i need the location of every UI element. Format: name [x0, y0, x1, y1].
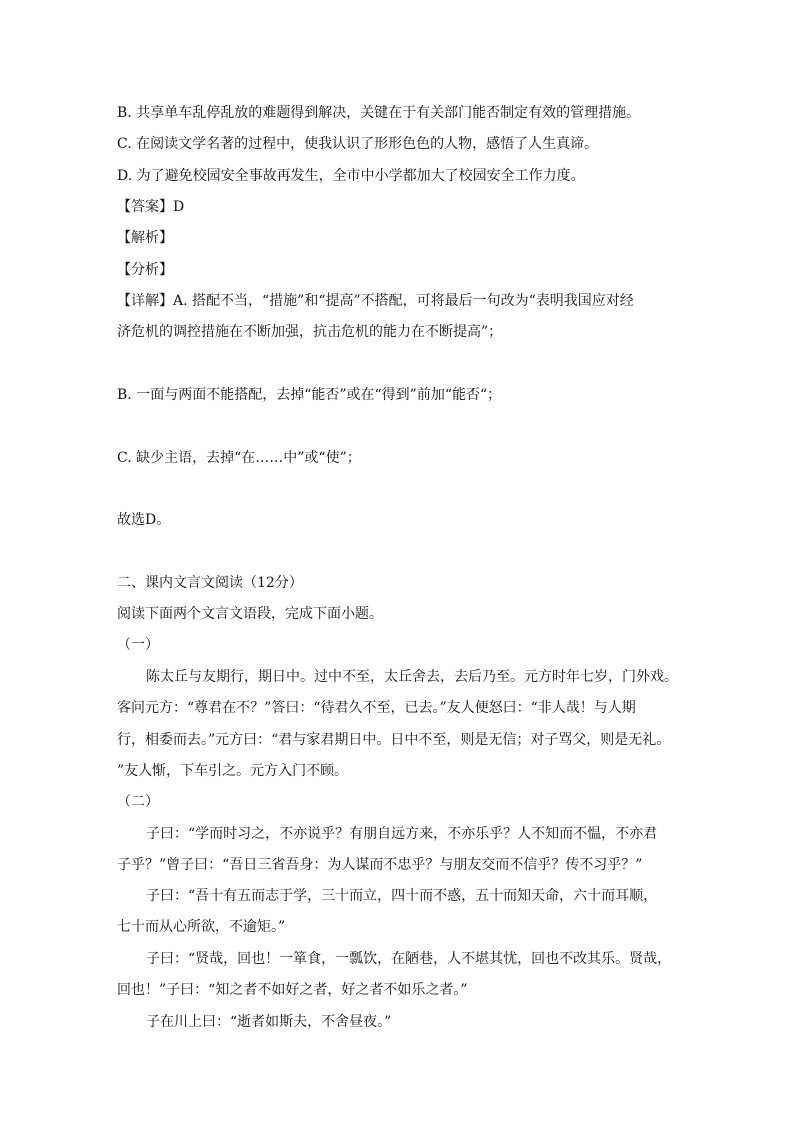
explanation-line-2: 济危机的调控措施在不断加强，抗击危机的能力在不断提高”； [117, 324, 503, 340]
option-d: D. 为了避免校园安全事故再发生，全市中小学都加大了校园安全工作力度。 [117, 168, 585, 184]
analysis-heading: 【解析】 [117, 230, 173, 246]
option-c: C. 在阅读文学名著的过程中，使我认识了形形色色的人物，感悟了人生真谛。 [117, 136, 599, 152]
section-instruction: 阅读下面两个文言文语段，完成下面小题。 [117, 606, 383, 622]
passage-2-label: （二） [117, 794, 159, 810]
explanation-option-b: B. 一面与两面不能搭配，去掉“能否”或在“得到”前加“能否“； [117, 387, 502, 403]
explanation-conclusion: 故选D。 [117, 512, 171, 528]
passage-2-line: 子在川上曰：“逝者如斯夫，不舍昼夜。” [146, 1014, 392, 1030]
option-b: B. 共享单车乱停乱放的难题得到解决，关键在于有关部门能否制定有效的管理措施。 [117, 105, 641, 121]
answer-label: 【答案】D [117, 199, 185, 215]
passage-1-label: （一） [117, 637, 159, 653]
passage-1-line: ”友人惭，下车引之。元方入门不顾。 [117, 763, 349, 779]
passage-1-line: 客问元方：“尊君在不？”答曰：“待君久不至，已去。”友人便怒曰：“非人哉！与人期 [117, 700, 636, 716]
section-title: 二、课内文言文阅读（12分） [117, 575, 303, 591]
passage-2-line: 子曰：“贤哉，回也！一箪食，一瓢饮，在陋巷，人不堪其忧，回也不改其乐。贤哉， [146, 951, 672, 967]
passage-2-line: 子曰：“学而时习之，不亦说乎？有朋自远方来，不亦乐乎？人不知而不愠，不亦君 [146, 826, 658, 842]
passage-2-line: 七十而从心所欲，不逾矩。” [117, 919, 286, 935]
passage-2-line: 回也！”子曰：“知之者不如好之者，好之者不如乐之者。” [117, 982, 468, 998]
explanation-line-1: 【详解】A. 搭配不当，“措施”和“提高”不搭配，可将最后一句改为“表明我国应对经 [117, 293, 634, 309]
explanation-option-c: C. 缺少主语，去掉“在……中”或“使”； [117, 450, 361, 466]
passage-1-line: 行，相委而去。”元方曰：“君与家君期日中。日中不至，则是无信；对子骂父，则是无礼。 [117, 732, 671, 748]
analysis-sub-heading: 【分析】 [117, 262, 173, 278]
passage-1-line: 陈太丘与友期行，期日中。过中不至，太丘舍去，去后乃至。元方时年七岁，门外戏。 [146, 669, 678, 685]
passage-2-line: 子乎？”曾子曰：“吾日三省吾身：为人谋而不忠乎？与朋友交而不信乎？传不习乎？” [117, 857, 643, 873]
passage-2-line: 子曰：“吾十有五而志于学，三十而立，四十而不惑，五十而知天命，六十而耳顺， [146, 888, 658, 904]
